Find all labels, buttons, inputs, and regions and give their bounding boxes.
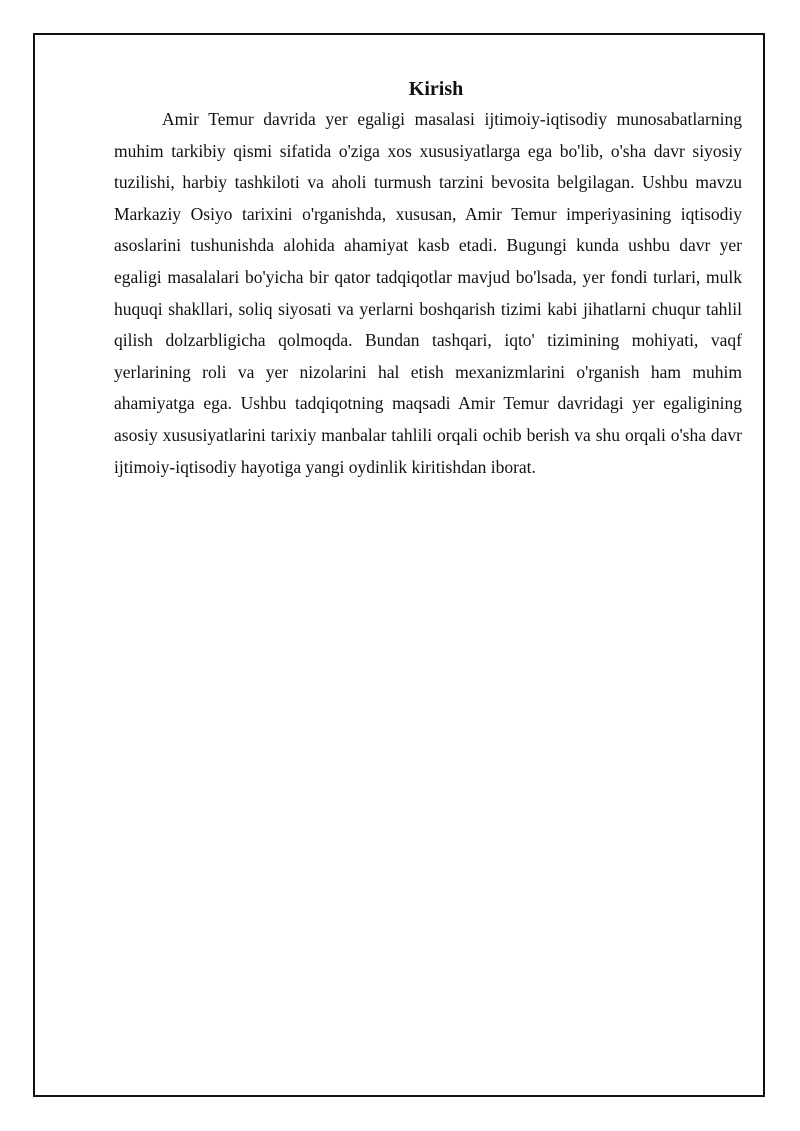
intro-paragraph: Amir Temur davrida yer egaligi masalasi ijtimoiy-iqtisodiy munosabatlarning muhim tarkibiy qismi sifatida o'ziga xos xususiyatlarga ega bo'lib, o'sha davr siyosiy tuzilishi, harbiy tashkiloti va aholi turmush tarzini bevosita belgilagan. Ushbu mavzu Markaziy Osiyo tarixini o'rganishda, xususan, Amir Temur imperiyasining iqtisodiy asoslarini tushunishda alohida ahamiyat kasb etadi. Bugungi kunda ushbu davr yer egaligi masalalari bo'yicha bir qator tadqiqotlar mavjud bo'lsada, yer fondi turlari, mulk huquqi shakllari, soliq siyosati va yerlarni boshqarish tizimi kabi jihatlarni chuqur tahlil qilish dolzarbligicha qolmoqda. Bundan tashqari, iqto' tizimining mohiyati, vaqf yerlarining roli va yer nizolarini hal etish mexanizmlarini o'rganish ham muhim ahamiyatga ega. Ushbu tadqiqotning maqsadi Amir Temur davridagi yer egaligining asosiy xususiyatlarini tarixiy manbalar tahlili orqali ochib berish va shu orqali o'sha davr ijtimoiy-iqtisodiy hayotiga yangi oydinlik kiritishdan iborat. xyxy=(114,109,742,477)
section-heading: Kirish xyxy=(408,78,464,100)
document-body xyxy=(114,74,742,483)
